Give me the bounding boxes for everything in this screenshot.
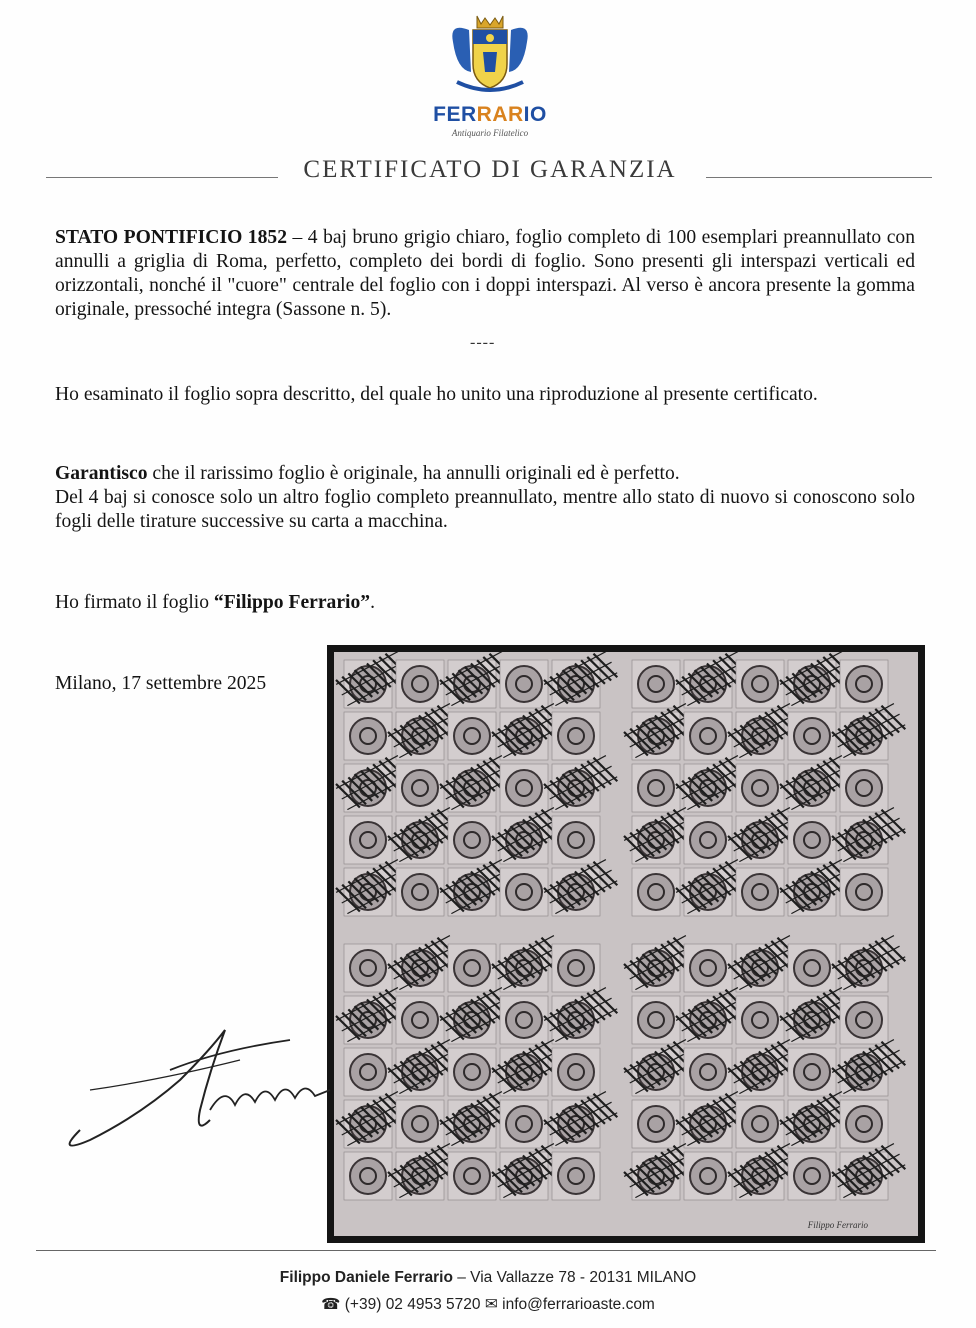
stamp (396, 996, 444, 1044)
stamp (840, 1100, 888, 1148)
footer-contacts (0, 1295, 976, 1314)
stamp (788, 712, 836, 760)
stamp (684, 944, 732, 992)
stamp (632, 996, 680, 1044)
stamp (500, 868, 548, 916)
stamp (448, 1048, 496, 1096)
coat-of-arms-logo (447, 12, 533, 98)
stamp (684, 816, 732, 864)
stamp (448, 944, 496, 992)
stamp-grid (334, 652, 918, 1236)
stamp (344, 816, 392, 864)
examination-paragraph: Ho esaminato il foglio sopra descritto, del quale ho unito una riproduzione al presente certificato. (55, 384, 818, 405)
stamp (788, 816, 836, 864)
stamp (736, 660, 784, 708)
stamp (684, 1152, 732, 1200)
footer-phone: (+39) 02 4953 5720 (344, 1296, 481, 1313)
stamp (736, 1100, 784, 1148)
stamp (552, 1048, 600, 1096)
stamp (788, 1152, 836, 1200)
handwritten-signature (60, 1010, 390, 1160)
stamp (396, 1100, 444, 1148)
stamp (840, 660, 888, 708)
separator: ---- (470, 334, 496, 351)
stamp (788, 944, 836, 992)
stamp (830, 700, 907, 761)
stamp (396, 868, 444, 916)
stamp (500, 660, 548, 708)
stamp (830, 1140, 907, 1201)
stamp (500, 996, 548, 1044)
stamp (344, 944, 392, 992)
stamp (552, 1152, 600, 1200)
footer-rule (36, 1250, 936, 1251)
brand-tagline: Antiquario Filatelico (451, 128, 529, 138)
stamp (542, 1088, 619, 1149)
stamp (500, 764, 548, 812)
sheet-margin-signature: Filippo Ferrario (807, 1220, 868, 1230)
stamp (632, 660, 680, 708)
stamp (632, 868, 680, 916)
stamp (344, 712, 392, 760)
stamp (830, 1036, 907, 1097)
stamp (542, 984, 619, 1045)
stamp (552, 944, 600, 992)
stamp (840, 764, 888, 812)
brand-name: FERRARIO (433, 103, 547, 126)
stamp (500, 1100, 548, 1148)
stamp (840, 996, 888, 1044)
stamp (684, 712, 732, 760)
stamp (552, 712, 600, 760)
stamp (684, 1048, 732, 1096)
certificate-title: CERTIFICATO DI GARANZIA (303, 156, 677, 183)
stamp-sheet-photo (327, 645, 925, 1243)
stamp (736, 868, 784, 916)
stamp (830, 804, 907, 865)
stamp (396, 764, 444, 812)
stamp (396, 660, 444, 708)
stamp (632, 1100, 680, 1148)
stamp (736, 764, 784, 812)
envelope-icon: ✉ (484, 1296, 498, 1313)
stamp (542, 752, 619, 813)
stamp (542, 856, 619, 917)
stamp (840, 868, 888, 916)
stamp (542, 652, 619, 709)
signature-statement: Ho firmato il foglio “Filippo Ferrario”. (55, 592, 375, 613)
telephone-icon: ☎ (321, 1296, 341, 1313)
guarantee-paragraph: Garantisco che il rarissimo foglio è originale, ha annulli originali ed è perfetto. Del 4 baj si conosce solo un altro foglio completo preannullato, mentre allo stato di nuovo si conoscono solo fogli delle tirature successive su carta a macchina. (55, 463, 915, 532)
stamp (448, 712, 496, 760)
title-rule-right (706, 177, 932, 178)
title-rule-left (46, 177, 278, 178)
place-date: Milano, 17 settembre 2025 (55, 673, 267, 694)
stamp (736, 996, 784, 1044)
description-paragraph: STATO PONTIFICIO 1852 – 4 baj bruno grigio chiaro, foglio completo di 100 esemplari preannullato con annulli a griglia di Roma, perfetto, completo dei bordi di foglio. Sono presenti gli interspazi verticali ed orizzontali, nonché il "cuore" centrale del foglio con i doppi interspazi. Al verso è ancora presente la gomma originale, pressoché integra (Sassone n. 5). (55, 227, 916, 320)
stamp (830, 932, 907, 993)
stamp (552, 816, 600, 864)
stamp (632, 764, 680, 812)
stamp (448, 1152, 496, 1200)
footer-email: info@ferrarioaste.com (502, 1296, 655, 1313)
footer-address: Filippo Daniele Ferrario – Via Vallazze 78 - 20131 MILANO (279, 1269, 697, 1286)
stamp (448, 816, 496, 864)
stamp-sheet (334, 652, 918, 1236)
stamp (788, 1048, 836, 1096)
